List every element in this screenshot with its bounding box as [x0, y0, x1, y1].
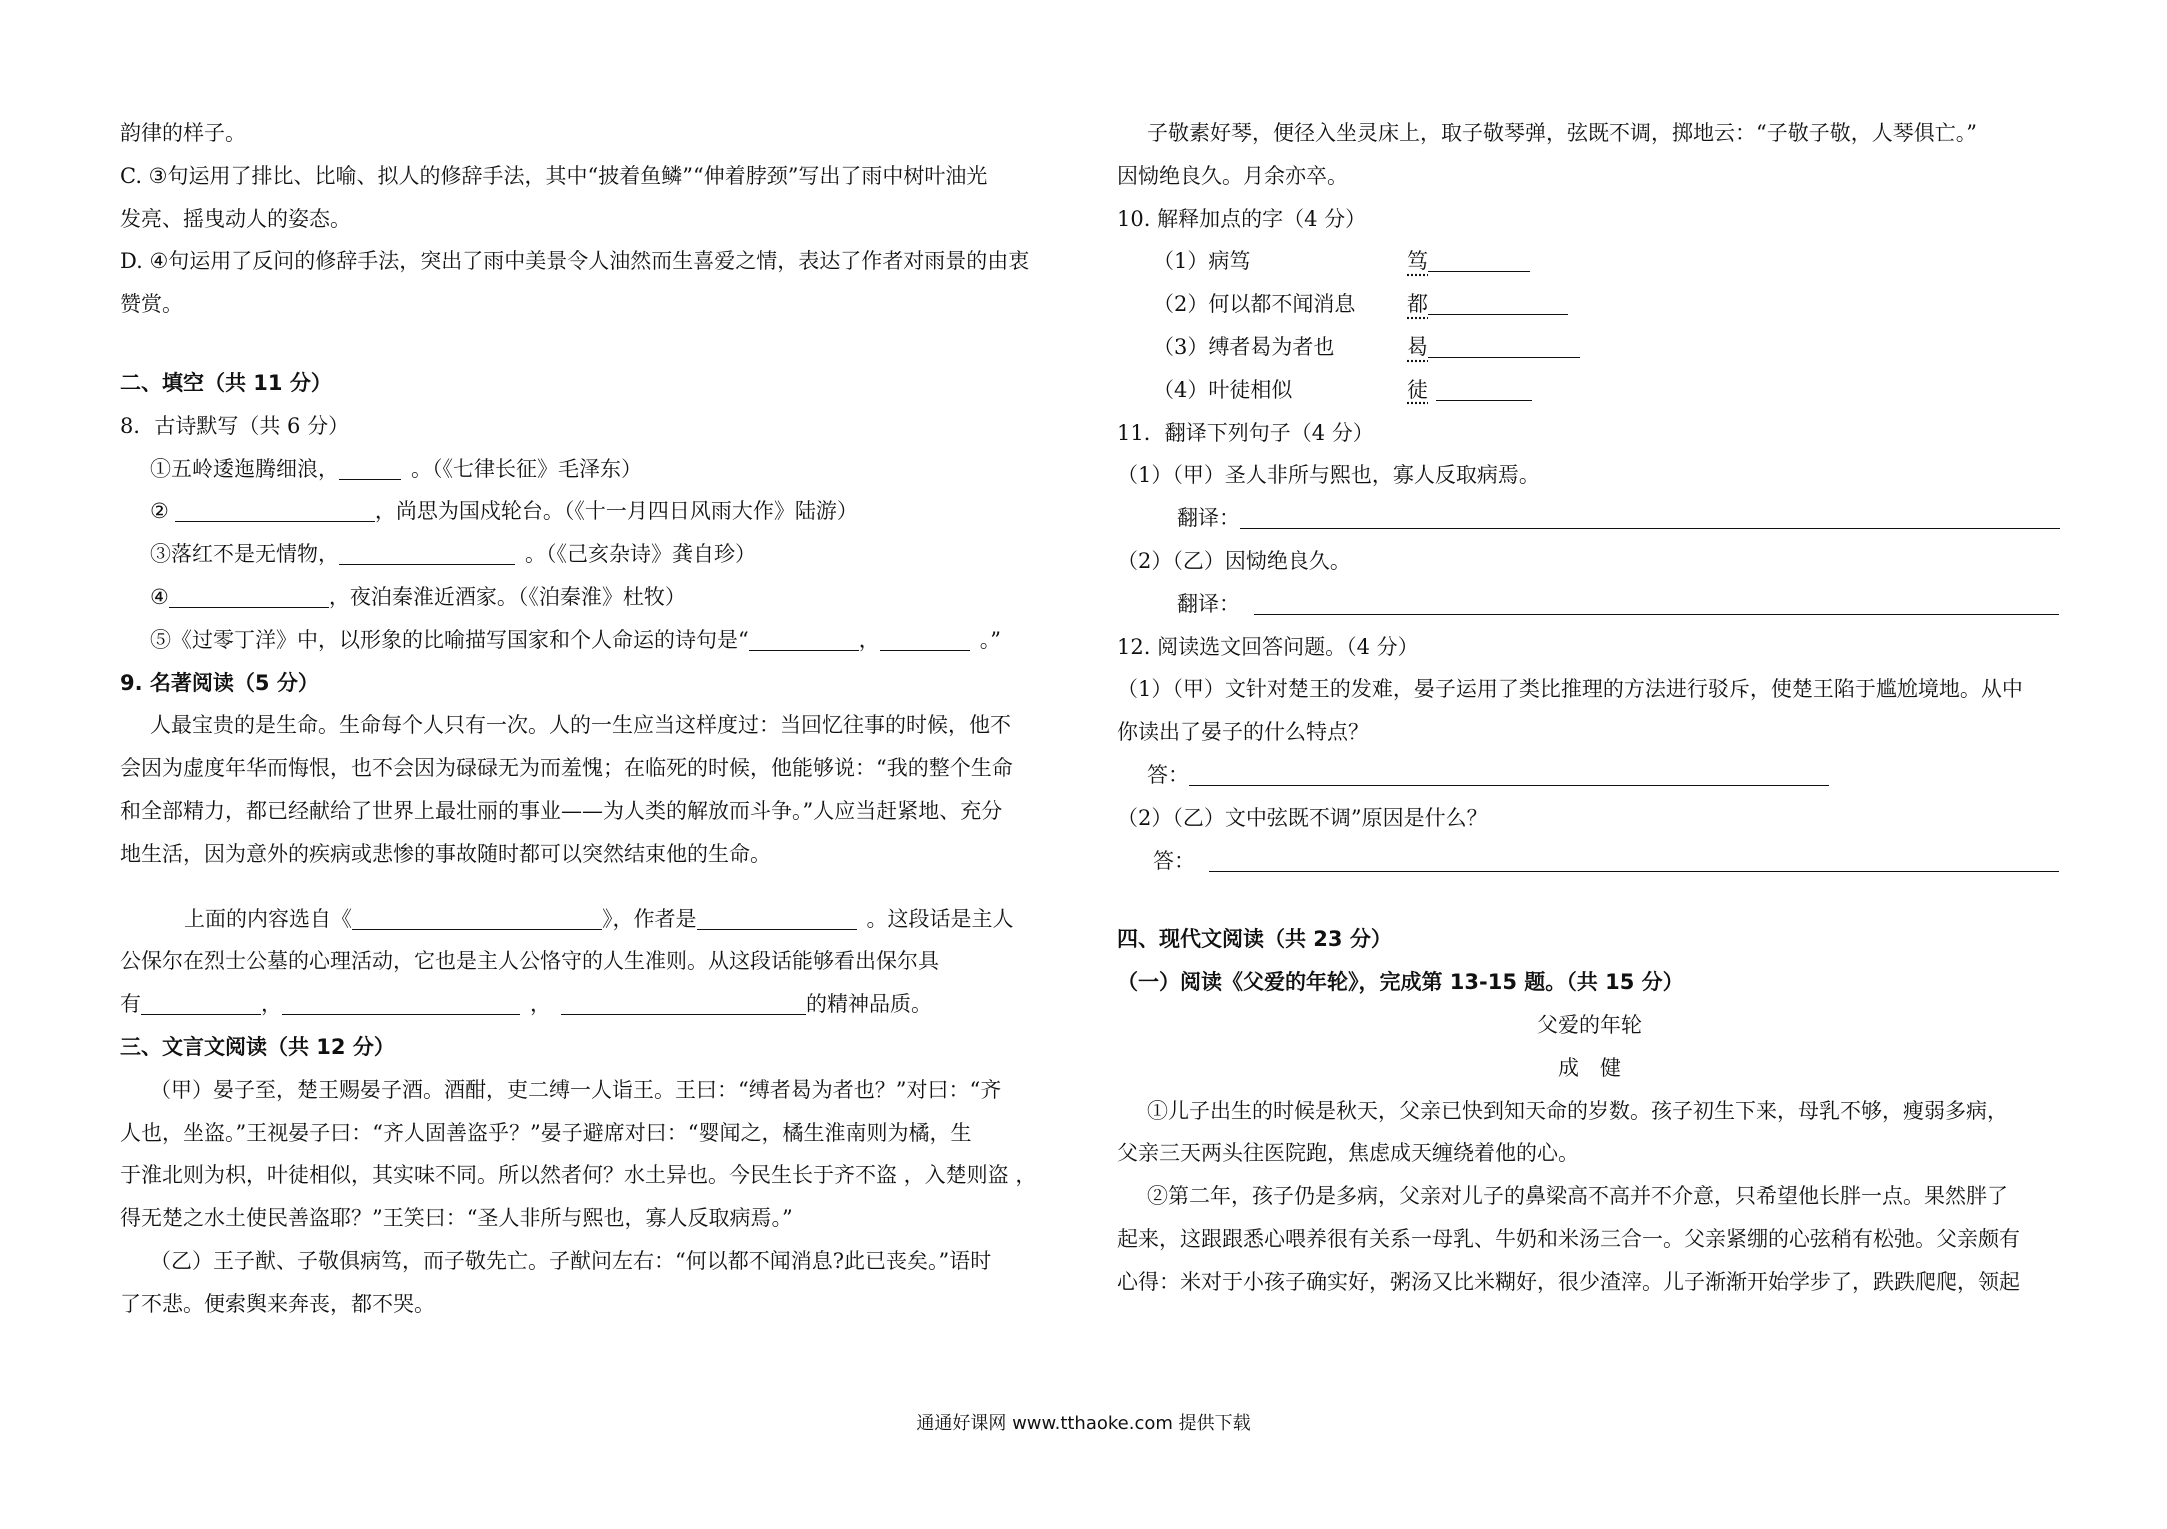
q12-part-1-line1: （1）（甲）文针对楚王的发难，晏子运用了类比推理的方法进行驳斥，使楚王陷于尴尬境地。从中 [1117, 677, 2023, 702]
q9-author-blank[interactable] [697, 903, 857, 930]
yi-line-1: （乙）王子猷、子敬俱病笃，而子敬先亡。子猷问左右：“何以都不闻消息?此已丧矣。”语时 [150, 1248, 992, 1273]
q9-quality-blank-1[interactable] [141, 988, 261, 1015]
q11-translate-1 [1117, 497, 2062, 540]
q10-item-char: 曷 [1407, 334, 1428, 359]
jia-line-3: 于淮北则为枳，叶徒相似，其实味不同。所以然者何？水土异也。今民生长于齐不盗 ，入楚则盗 ， [120, 1163, 1037, 1188]
poem-2 [120, 490, 1068, 533]
paragraph-2-line1: ②第二年，孩子仍是多病，父亲对儿子的鼻梁高不高并不介意，只希望他长胖一点。果然胖了 [1147, 1184, 2008, 1209]
poem-3-source: 。（《己亥杂诗》龚自珍） [525, 542, 756, 567]
answer-label: 答： [1153, 848, 1195, 873]
translate-label: 翻译： [1177, 591, 1240, 616]
poem-5-comma: ， [858, 627, 880, 652]
continued-text: 韵律的样子。 [120, 121, 246, 145]
right-column [1117, 112, 2062, 1304]
q9-have-label: 有 [120, 992, 141, 1017]
poem-5-text: ⑤《过零丁洋》中，以形象的比喻描写国家和个人命运的诗句是“ [150, 627, 749, 652]
q9-passage-2: 会因为虚度年华而悔恨，也不会因为碌碌无为而羞愧；在临死的时候，他能够说：“我的整个生命 [120, 756, 1013, 781]
q12-answer-1 [1117, 754, 2062, 797]
question-11: 11．翻译下列句子（4 分） [1117, 420, 1374, 445]
poem-3-text: ③落红不是无情物， [150, 542, 339, 567]
question-8: 8．古诗默写（共 6 分） [120, 413, 350, 438]
subsection-1-heading: （一）阅读《父爱的年轮》，完成第 13-15 题。（共 15 分） [1117, 970, 1684, 995]
q10-item-label: （1）病笃 [1153, 249, 1251, 274]
poem-5-end: 。” [979, 627, 1001, 652]
poem-1-source: 。（《七律长征》毛泽东） [411, 456, 642, 481]
poem-3-blank[interactable] [339, 538, 515, 565]
answer-label: 答： [1147, 762, 1189, 787]
poem-1-text: ①五岭逶迤腾细浪， [150, 456, 339, 481]
poem-5-blank-2[interactable] [880, 624, 970, 651]
q9-question-3-end: 的精神品质。 [806, 992, 932, 1017]
q9-book-blank[interactable] [352, 903, 602, 930]
q12-part-1-line2: 你读出了晏子的什么特点？ [1117, 720, 1369, 745]
left-column [120, 112, 1068, 1326]
q10-item-blank[interactable] [1436, 374, 1532, 401]
section-2-heading: 二、填空（共 11 分） [120, 370, 332, 395]
poem-2-num: ② [150, 499, 169, 524]
poem-1 [120, 448, 1068, 491]
q10-item-label: （3）缚者曷为者也 [1153, 334, 1335, 359]
poem-3 [120, 533, 1068, 576]
q9-passage-4: 地生活，因为意外的疾病或悲惨的事故随时都可以突然结束他的生命。 [120, 841, 771, 866]
option-c-line1: C. ③句运用了排比、比喻、拟人的修辞手法，其中“披着鱼鳞”“伸着脖颈”写出了雨中树叶油光 [120, 163, 988, 188]
q9-passage-1: 人最宝贵的是生命。生命每个人只有一次。人的一生应当这样度过：当回忆往事的时候，他不 [150, 713, 1011, 738]
poem-4-source: ，夜泊秦淮近酒家。（《泊秦淮》杜牧） [328, 584, 686, 609]
poem-2-source: ，尚思为国戍轮台。（《十一月四日风雨大作》陆游） [374, 499, 858, 524]
q10-item-char: 徒 [1407, 377, 1428, 402]
yi-line-4: 因恸绝良久。月余亦卒。 [1117, 163, 1348, 188]
poem-4-num: ④ [150, 584, 169, 609]
option-c-line2: 发亮、摇曳动人的姿态。 [120, 206, 351, 231]
q10-item-char: 都 [1407, 292, 1428, 317]
q10-item-blank[interactable] [1428, 331, 1580, 358]
q10-item [1117, 283, 2062, 326]
article-title: 父爱的年轮 [1537, 1012, 1642, 1037]
section-3-heading: 三、文言文阅读（共 12 分） [120, 1034, 395, 1059]
q10-item [1117, 369, 2062, 412]
paragraph-1-line1: ①儿子出生的时候是秋天，父亲已快到知天命的岁数。孩子初生下来，母乳不够，瘦弱多病， [1147, 1098, 2008, 1123]
q9-passage-3: 和全部精力，都已经献给了世界上最壮丽的事业——为人类的解放而斗争。”人应当赶紧地、充分 [120, 798, 1003, 823]
option-d-line1: D. ④句运用了反问的修辞手法，突出了雨中美景令人油然而生喜爱之情，表达了作者对雨景的由衷 [120, 249, 1030, 274]
q10-item-blank[interactable] [1428, 288, 1568, 315]
translate-label: 翻译： [1177, 506, 1240, 531]
section-4-heading: 四、现代文阅读（共 23 分） [1117, 927, 1392, 952]
q11-sentence-2: （2）（乙）因恸绝良久。 [1117, 548, 1351, 573]
article-author: 成 健 [1558, 1055, 1621, 1080]
yi-line-3: 子敬素好琴，便径入坐灵床上，取子敬琴弹，弦既不调，掷地云：“子敬子敬，人琴俱亡。” [1147, 121, 1977, 145]
q9-comma-1: ， [261, 992, 282, 1017]
q10-item-blank[interactable] [1428, 245, 1530, 272]
q12-answer-2 [1117, 840, 2062, 883]
paragraph-2-line2: 起来，这跟跟悉心喂养很有关系一母乳、牛奶和米汤三合一。父亲紧绷的心弦稍有松弛。父亲颇有 [1117, 1226, 2020, 1251]
option-d-line2: 赞赏。 [120, 292, 183, 317]
translate-blank-1[interactable] [1240, 502, 2060, 529]
poem-4-blank[interactable] [169, 581, 329, 608]
q9-source-label: 上面的内容选自《 [184, 906, 352, 931]
question-9-heading: 9. 名著阅读（5 分） [120, 670, 319, 695]
q10-item [1117, 240, 2062, 283]
q9-comma-2: ， [530, 992, 551, 1017]
jia-line-2: 人也，坐盗。”王视晏子曰：“齐人固善盗乎？”晏子避席对曰：“婴闻之，橘生淮南则为橘，生 [120, 1120, 972, 1145]
poem-5 [120, 619, 1068, 662]
q9-question-2: 公保尔在烈士公墓的心理活动，它也是主人公恪守的人生准则。从这段话能够看出保尔具 [120, 949, 939, 974]
q10-item-label: （4）叶徒相似 [1153, 377, 1293, 402]
jia-line-4: 得无楚之水土使民善盗耶？”王笑曰：“圣人非所与熙也，寡人反取病焉。” [120, 1206, 793, 1231]
paragraph-1-line2: 父亲三天两头往医院跑，焦虑成天缠绕着他的心。 [1117, 1141, 1579, 1166]
answer-blank-2[interactable] [1209, 845, 2059, 872]
page-footer: 通通好课网 www.tthaoke.com 提供下载 [916, 1413, 1251, 1434]
paragraph-2-line3: 心得：米对于小孩子确实好，粥汤又比米糊好，很少渣滓。儿子渐渐开始学步了，跌跌爬爬，领起 [1117, 1269, 2020, 1294]
q10-item [1117, 326, 2062, 369]
q12-part-2: （2）（乙）文中弦既不调”原因是什么？ [1117, 805, 1488, 830]
question-10: 10. 解释加点的字（4 分） [1117, 206, 1367, 231]
q9-quality-blank-2[interactable] [282, 988, 520, 1015]
q9-question-1 [120, 898, 1068, 941]
q9-question-3 [120, 983, 1068, 1026]
q9-quality-blank-3[interactable] [561, 988, 806, 1015]
q9-question-1-end: 。这段话是主人 [866, 906, 1014, 931]
poem-5-blank-1[interactable] [749, 624, 859, 651]
answer-blank-1[interactable] [1189, 759, 1829, 786]
translate-blank-2[interactable] [1254, 588, 2059, 615]
q11-translate-2 [1117, 583, 2062, 626]
q10-item-char: 笃 [1407, 249, 1428, 274]
jia-line-1: （甲）晏子至，楚王赐晏子酒。酒酣，吏二缚一人诣王。王曰：“缚者曷为者也？”对曰：“齐 [150, 1077, 1002, 1102]
yi-line-2: 了不悲。便索舆来奔丧，都不哭。 [120, 1291, 435, 1316]
q10-item-label: （2）何以都不闻消息 [1153, 292, 1356, 317]
question-12: 12. 阅读选文回答问题。（4 分） [1117, 634, 1419, 659]
q9-author-label: 》，作者是 [602, 906, 697, 931]
poem-2-blank[interactable] [175, 495, 375, 522]
poem-4 [120, 576, 1068, 619]
poem-1-blank[interactable] [339, 453, 401, 480]
q11-sentence-1: （1）（甲）圣人非所与熙也，寡人反取病焉。 [1117, 463, 1540, 488]
